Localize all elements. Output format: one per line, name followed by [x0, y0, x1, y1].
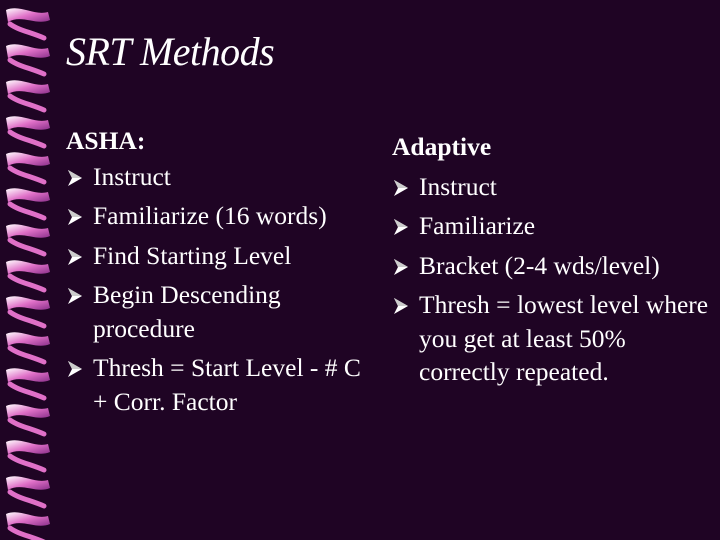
- arrowhead-bullet-icon: [392, 218, 410, 236]
- list-item: [392, 170, 712, 204]
- ribbon-tail: [10, 492, 44, 506]
- list-item: [66, 278, 366, 345]
- ribbon-segment: [6, 188, 50, 202]
- ribbon-segment: [6, 80, 50, 94]
- arrowhead-bullet-icon: [66, 248, 84, 266]
- ribbon-segment: [6, 152, 50, 166]
- list-item-text: Thresh = Start Level - # C + Corr. Factor: [93, 353, 361, 416]
- list-item: [392, 288, 712, 389]
- ribbon-tail: [10, 24, 44, 38]
- ribbon-tail: [10, 276, 44, 290]
- list-item-text: Familiarize (16 words): [93, 201, 327, 230]
- ribbon-segment: [6, 476, 50, 490]
- ribbon-tail: [10, 60, 44, 74]
- ribbon-segment: [6, 512, 50, 526]
- arrowhead-bullet-icon: [392, 297, 410, 315]
- ribbon-segment: [6, 8, 50, 22]
- arrowhead-bullet-icon: [66, 287, 84, 305]
- ribbon-tail: [10, 132, 44, 146]
- list-item: [66, 351, 366, 418]
- ribbon-tail: [10, 348, 44, 362]
- arrowhead-bullet-icon: [392, 179, 410, 197]
- list-item-text: Instruct: [93, 161, 171, 191]
- ribbon-tail: [10, 96, 44, 110]
- list-item: [66, 239, 366, 273]
- ribbon-segment: [6, 332, 50, 346]
- ribbon-segment: [6, 404, 50, 418]
- adaptive-column: [392, 130, 712, 395]
- arrowhead-bullet-icon: [392, 258, 410, 276]
- ribbon-segment: [6, 116, 50, 130]
- list-item: [392, 249, 712, 283]
- ribbon-tail: [10, 168, 44, 182]
- ribbon-segment: [6, 296, 50, 310]
- list-item-text: Familiarize: [419, 211, 536, 240]
- ribbon-tail: [10, 456, 44, 470]
- ribbon-segment: [6, 368, 50, 382]
- ribbon-tail: [10, 420, 44, 434]
- ribbon-segment: [6, 44, 50, 58]
- list-item: [66, 199, 366, 233]
- ribbon-tail: [10, 312, 44, 326]
- list-item-text: Thresh = lowest level where you get at least 50% correctly repeated.: [419, 290, 709, 386]
- ribbon-tail: [10, 240, 44, 254]
- arrowhead-bullet-icon: [66, 208, 84, 226]
- arrowhead-bullet-icon: [66, 360, 84, 378]
- asha-column: [66, 124, 366, 424]
- list-item-text: Find Starting Level: [93, 240, 292, 270]
- ribbon-segment: [6, 440, 50, 454]
- arrowhead-bullet-icon: [66, 169, 84, 187]
- ribbon-segment: [6, 224, 50, 238]
- asha-heading: ASHA:: [66, 126, 146, 155]
- list-item-text: Bracket (2-4 wds/level): [419, 250, 660, 280]
- list-item: [392, 209, 712, 243]
- ribbon-tail: [10, 384, 44, 398]
- ribbon-tail: [10, 528, 44, 540]
- ribbon-border-decoration: [0, 0, 60, 540]
- list-item-text: Instruct: [419, 171, 497, 201]
- list-item-text: Begin Descending procedure: [93, 280, 281, 343]
- list-item: [66, 160, 366, 194]
- slide-title: SRT Methods: [66, 29, 275, 74]
- adaptive-heading: Adaptive: [392, 132, 492, 161]
- ribbon-tail: [10, 204, 44, 218]
- ribbon-segment: [6, 260, 50, 274]
